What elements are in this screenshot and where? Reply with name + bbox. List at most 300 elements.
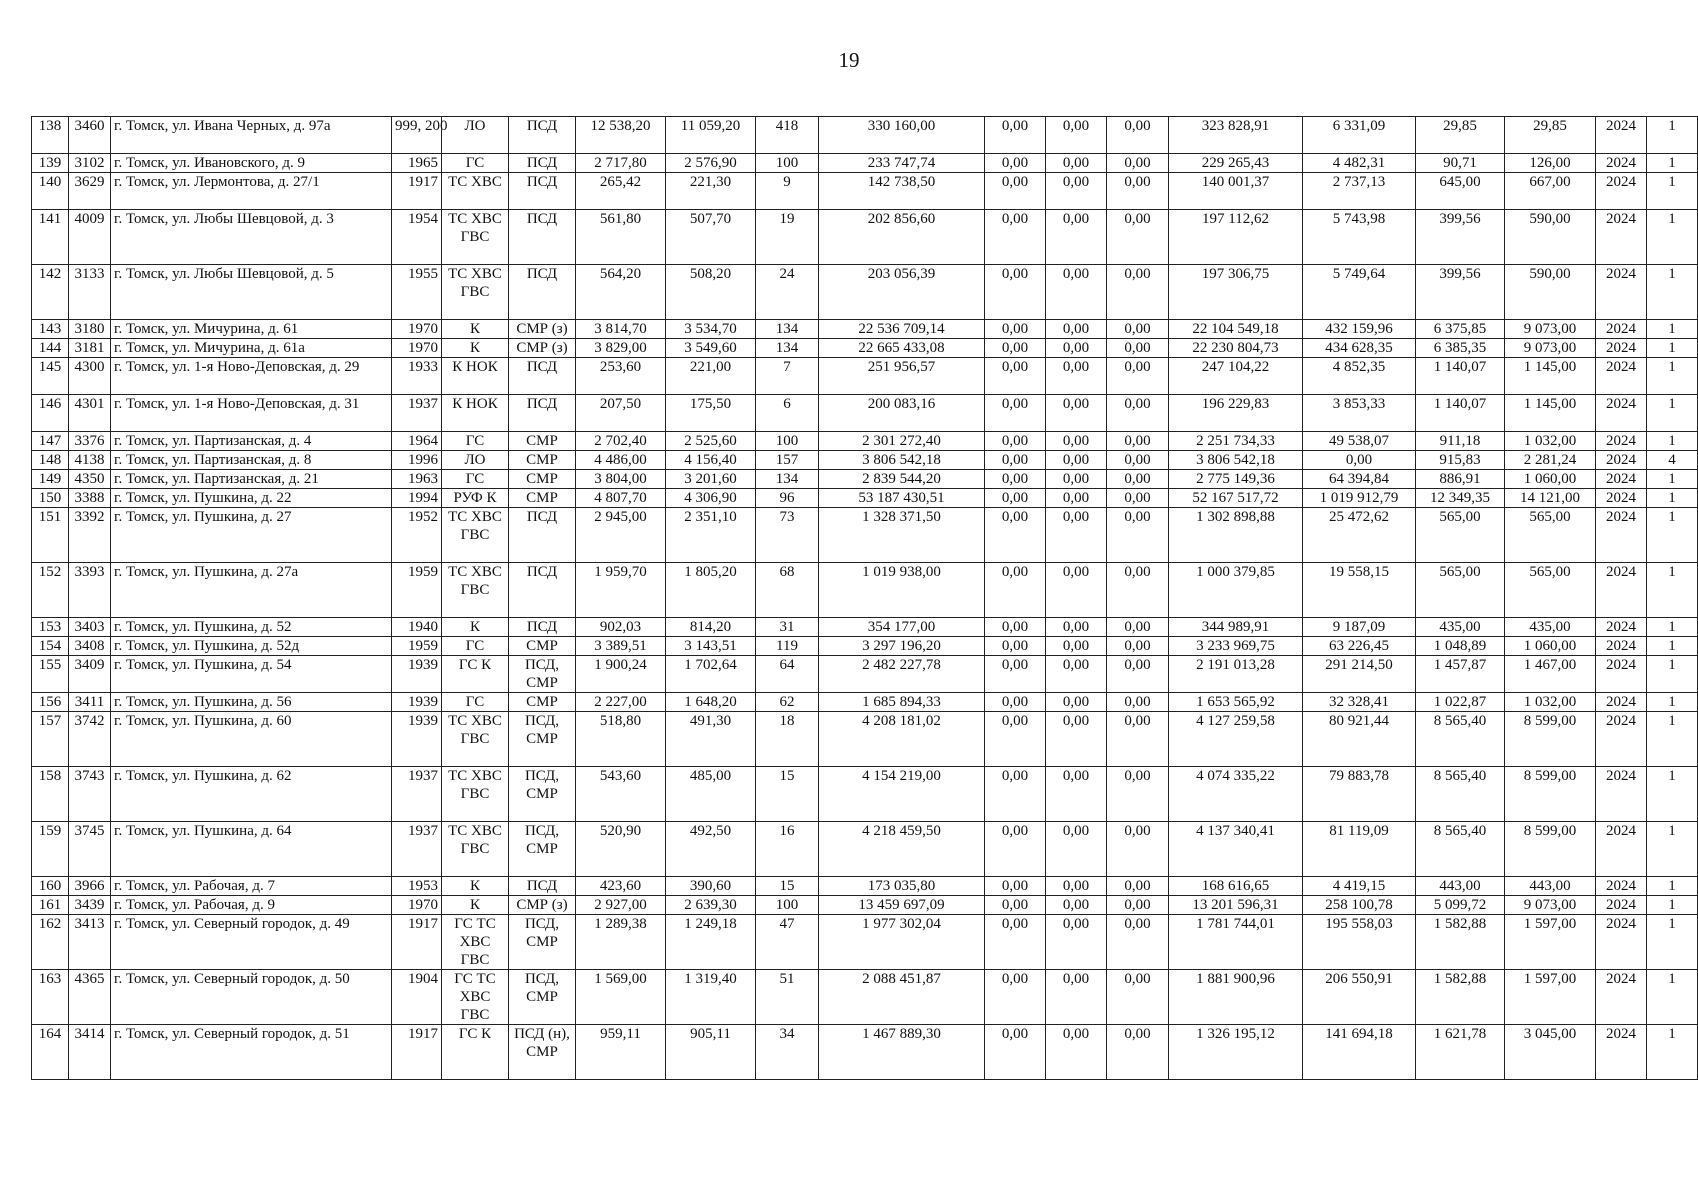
work-type-cell: ПСД [509, 508, 576, 563]
house-id-cell: 3745 [69, 822, 111, 877]
total-area-cell: 518,80 [576, 712, 666, 767]
work-type-cell: ПСД, СМР [509, 656, 576, 693]
funds-municipal-cell: 0,00 [1107, 563, 1169, 618]
work-code-cell: 1 [1647, 767, 1698, 822]
living-area-cell: 221,00 [666, 358, 756, 395]
funds-municipal-cell: 0,00 [1107, 117, 1169, 154]
total-cost-cell: 1 019 938,00 [819, 563, 985, 618]
funds-other-cell: 4 482,31 [1303, 154, 1416, 173]
work-type-cell: ПСД [509, 395, 576, 432]
systems-cell: К [442, 320, 509, 339]
residents-cell: 119 [756, 637, 819, 656]
funds-municipal-cell: 0,00 [1107, 822, 1169, 877]
work-code-cell: 1 [1647, 693, 1698, 712]
house-id-cell: 3180 [69, 320, 111, 339]
address-cell: г. Томск, ул. Пушкина, д. 22 [111, 489, 392, 508]
funds-other-cell: 32 328,41 [1303, 693, 1416, 712]
address-cell: г. Томск, ул. Северный городок, д. 51 [111, 1025, 392, 1080]
house-id-cell: 4350 [69, 470, 111, 489]
funds-regional-cell: 0,00 [1046, 154, 1107, 173]
funds-other-cell: 64 394,84 [1303, 470, 1416, 489]
living-area-cell: 1 805,20 [666, 563, 756, 618]
total-cost-cell: 1 685 894,33 [819, 693, 985, 712]
living-area-cell: 1 702,64 [666, 656, 756, 693]
funds-federal-cell: 0,00 [985, 563, 1046, 618]
total-cost-cell: 2 301 272,40 [819, 432, 985, 451]
systems-cell: ГС ТС ХВС ГВС [442, 970, 509, 1025]
residents-cell: 31 [756, 618, 819, 637]
residents-cell: 62 [756, 693, 819, 712]
address-cell: г. Томск, ул. 1-я Ново-Деповская, д. 31 [111, 395, 392, 432]
max-specific-cost-cell: 565,00 [1505, 563, 1596, 618]
max-specific-cost-cell: 9 073,00 [1505, 896, 1596, 915]
max-specific-cost-cell: 9 073,00 [1505, 339, 1596, 358]
work-code-cell: 1 [1647, 712, 1698, 767]
systems-cell: ЛО [442, 451, 509, 470]
work-code-cell: 1 [1647, 896, 1698, 915]
specific-cost-cell: 8 565,40 [1416, 767, 1505, 822]
work-type-cell: СМР [509, 451, 576, 470]
row-number-cell: 157 [32, 712, 69, 767]
funds-municipal-cell: 0,00 [1107, 767, 1169, 822]
funds-regional-cell: 0,00 [1046, 451, 1107, 470]
row-number-cell: 144 [32, 339, 69, 358]
living-area-cell: 3 143,51 [666, 637, 756, 656]
funds-regional-cell: 0,00 [1046, 210, 1107, 265]
work-code-cell: 1 [1647, 563, 1698, 618]
total-area-cell: 2 702,40 [576, 432, 666, 451]
max-specific-cost-cell: 9 073,00 [1505, 320, 1596, 339]
funds-regional-cell: 0,00 [1046, 656, 1107, 693]
living-area-cell: 491,30 [666, 712, 756, 767]
specific-cost-cell: 29,85 [1416, 117, 1505, 154]
total-cost-cell: 202 856,60 [819, 210, 985, 265]
living-area-cell: 11 059,20 [666, 117, 756, 154]
plan-year-cell: 2024 [1596, 822, 1647, 877]
funds-other-cell: 2 737,13 [1303, 173, 1416, 210]
living-area-cell: 905,11 [666, 1025, 756, 1080]
funds-owners-cell: 1 302 898,88 [1169, 508, 1303, 563]
row-number-cell: 162 [32, 915, 69, 970]
row-number-cell: 146 [32, 395, 69, 432]
build-year-cell: 1917 [392, 915, 442, 970]
work-type-cell: ПСД [509, 117, 576, 154]
funds-municipal-cell: 0,00 [1107, 896, 1169, 915]
total-area-cell: 2 927,00 [576, 896, 666, 915]
living-area-cell: 3 549,60 [666, 339, 756, 358]
systems-cell: РУФ К [442, 489, 509, 508]
living-area-cell: 1 319,40 [666, 970, 756, 1025]
funds-regional-cell: 0,00 [1046, 358, 1107, 395]
total-area-cell: 207,50 [576, 395, 666, 432]
funds-owners-cell: 13 201 596,31 [1169, 896, 1303, 915]
build-year-cell: 1959 [392, 563, 442, 618]
build-year-cell: 1940 [392, 618, 442, 637]
living-area-cell: 1 648,20 [666, 693, 756, 712]
plan-year-cell: 2024 [1596, 656, 1647, 693]
systems-cell: ГС [442, 637, 509, 656]
work-code-cell: 1 [1647, 637, 1698, 656]
address-cell: г. Томск, ул. Партизанская, д. 4 [111, 432, 392, 451]
row-number-cell: 143 [32, 320, 69, 339]
row-number-cell: 139 [32, 154, 69, 173]
work-code-cell: 1 [1647, 915, 1698, 970]
address-cell: г. Томск, ул. Пушкина, д. 27а [111, 563, 392, 618]
total-cost-cell: 1 977 302,04 [819, 915, 985, 970]
funds-owners-cell: 247 104,22 [1169, 358, 1303, 395]
build-year-cell: 1952 [392, 508, 442, 563]
row-number-cell: 160 [32, 877, 69, 896]
row-number-cell: 158 [32, 767, 69, 822]
total-area-cell: 3 814,70 [576, 320, 666, 339]
row-number-cell: 138 [32, 117, 69, 154]
plan-year-cell: 2024 [1596, 618, 1647, 637]
residents-cell: 6 [756, 395, 819, 432]
table-row [32, 822, 1698, 877]
max-specific-cost-cell: 1 145,00 [1505, 358, 1596, 395]
funds-other-cell: 81 119,09 [1303, 822, 1416, 877]
table-row [32, 693, 1698, 712]
funds-federal-cell: 0,00 [985, 395, 1046, 432]
total-cost-cell: 200 083,16 [819, 395, 985, 432]
specific-cost-cell: 1 582,88 [1416, 970, 1505, 1025]
max-specific-cost-cell: 1 060,00 [1505, 470, 1596, 489]
plan-year-cell: 2024 [1596, 339, 1647, 358]
address-cell: г. Томск, ул. Рабочая, д. 9 [111, 896, 392, 915]
address-cell: г. Томск, ул. Пушкина, д. 52д [111, 637, 392, 656]
specific-cost-cell: 565,00 [1416, 563, 1505, 618]
residents-cell: 51 [756, 970, 819, 1025]
total-area-cell: 12 538,20 [576, 117, 666, 154]
funds-regional-cell: 0,00 [1046, 693, 1107, 712]
funds-other-cell: 1 019 912,79 [1303, 489, 1416, 508]
house-id-cell: 3388 [69, 489, 111, 508]
plan-year-cell: 2024 [1596, 508, 1647, 563]
work-type-cell: СМР [509, 693, 576, 712]
funds-other-cell: 49 538,07 [1303, 432, 1416, 451]
register-table [31, 116, 1698, 1080]
systems-cell: К НОК [442, 358, 509, 395]
table-row [32, 508, 1698, 563]
funds-owners-cell: 196 229,83 [1169, 395, 1303, 432]
funds-other-cell: 9 187,09 [1303, 618, 1416, 637]
plan-year-cell: 2024 [1596, 265, 1647, 320]
table-row [32, 395, 1698, 432]
work-code-cell: 1 [1647, 822, 1698, 877]
build-year-cell: 1996 [392, 451, 442, 470]
row-number-cell: 163 [32, 970, 69, 1025]
row-number-cell: 147 [32, 432, 69, 451]
residents-cell: 18 [756, 712, 819, 767]
total-cost-cell: 354 177,00 [819, 618, 985, 637]
residents-cell: 19 [756, 210, 819, 265]
total-area-cell: 561,80 [576, 210, 666, 265]
max-specific-cost-cell: 590,00 [1505, 265, 1596, 320]
table-row [32, 656, 1698, 693]
funds-owners-cell: 3 806 542,18 [1169, 451, 1303, 470]
house-id-cell: 4301 [69, 395, 111, 432]
total-area-cell: 1 289,38 [576, 915, 666, 970]
funds-other-cell: 19 558,15 [1303, 563, 1416, 618]
work-type-cell: СМР (з) [509, 339, 576, 358]
house-id-cell: 3742 [69, 712, 111, 767]
total-area-cell: 4 486,00 [576, 451, 666, 470]
total-area-cell: 3 804,00 [576, 470, 666, 489]
funds-federal-cell: 0,00 [985, 767, 1046, 822]
table-row [32, 339, 1698, 358]
funds-federal-cell: 0,00 [985, 117, 1046, 154]
funds-other-cell: 4 852,35 [1303, 358, 1416, 395]
systems-cell: ТС ХВС ГВС [442, 563, 509, 618]
build-year-cell: 1939 [392, 693, 442, 712]
work-type-cell: ПСД (н), СМР [509, 1025, 576, 1080]
house-id-cell: 4365 [69, 970, 111, 1025]
funds-owners-cell: 22 230 804,73 [1169, 339, 1303, 358]
funds-owners-cell: 1 000 379,85 [1169, 563, 1303, 618]
house-id-cell: 3393 [69, 563, 111, 618]
work-code-cell: 1 [1647, 470, 1698, 489]
total-cost-cell: 2 088 451,87 [819, 970, 985, 1025]
build-year-cell: 1937 [392, 822, 442, 877]
table-row [32, 489, 1698, 508]
row-number-cell: 142 [32, 265, 69, 320]
living-area-cell: 3 534,70 [666, 320, 756, 339]
total-area-cell: 423,60 [576, 877, 666, 896]
work-type-cell: СМР [509, 489, 576, 508]
plan-year-cell: 2024 [1596, 154, 1647, 173]
total-cost-cell: 142 738,50 [819, 173, 985, 210]
funds-federal-cell: 0,00 [985, 1025, 1046, 1080]
specific-cost-cell: 1 621,78 [1416, 1025, 1505, 1080]
funds-federal-cell: 0,00 [985, 637, 1046, 656]
funds-municipal-cell: 0,00 [1107, 489, 1169, 508]
funds-owners-cell: 1 326 195,12 [1169, 1025, 1303, 1080]
plan-year-cell: 2024 [1596, 915, 1647, 970]
house-id-cell: 4138 [69, 451, 111, 470]
funds-owners-cell: 3 233 969,75 [1169, 637, 1303, 656]
systems-cell: ГС [442, 432, 509, 451]
funds-owners-cell: 168 616,65 [1169, 877, 1303, 896]
address-cell: г. Томск, ул. Ивановского, д. 9 [111, 154, 392, 173]
total-cost-cell: 330 160,00 [819, 117, 985, 154]
funds-municipal-cell: 0,00 [1107, 693, 1169, 712]
funds-other-cell: 6 331,09 [1303, 117, 1416, 154]
total-area-cell: 4 807,70 [576, 489, 666, 508]
row-number-cell: 140 [32, 173, 69, 210]
systems-cell: ТС ХВС ГВС [442, 265, 509, 320]
build-year-cell: 1970 [392, 339, 442, 358]
funds-owners-cell: 22 104 549,18 [1169, 320, 1303, 339]
build-year-cell: 1970 [392, 320, 442, 339]
work-type-cell: ПСД [509, 877, 576, 896]
funds-municipal-cell: 0,00 [1107, 432, 1169, 451]
funds-municipal-cell: 0,00 [1107, 210, 1169, 265]
row-number-cell: 153 [32, 618, 69, 637]
work-type-cell: ПСД, СМР [509, 712, 576, 767]
house-id-cell: 4300 [69, 358, 111, 395]
max-specific-cost-cell: 29,85 [1505, 117, 1596, 154]
total-area-cell: 2 945,00 [576, 508, 666, 563]
table-row [32, 173, 1698, 210]
work-type-cell: ПСД, СМР [509, 915, 576, 970]
funds-regional-cell: 0,00 [1046, 637, 1107, 656]
residents-cell: 418 [756, 117, 819, 154]
funds-owners-cell: 4 137 340,41 [1169, 822, 1303, 877]
systems-cell: ГС [442, 154, 509, 173]
systems-cell: ТС ХВС [442, 173, 509, 210]
funds-federal-cell: 0,00 [985, 618, 1046, 637]
funds-other-cell: 5 749,64 [1303, 265, 1416, 320]
funds-regional-cell: 0,00 [1046, 970, 1107, 1025]
table-row [32, 432, 1698, 451]
total-area-cell: 3 389,51 [576, 637, 666, 656]
funds-federal-cell: 0,00 [985, 470, 1046, 489]
work-type-cell: ПСД, СМР [509, 970, 576, 1025]
funds-owners-cell: 2 251 734,33 [1169, 432, 1303, 451]
funds-regional-cell: 0,00 [1046, 618, 1107, 637]
build-year-cell: 1964 [392, 432, 442, 451]
funds-regional-cell: 0,00 [1046, 470, 1107, 489]
house-id-cell: 3376 [69, 432, 111, 451]
funds-regional-cell: 0,00 [1046, 1025, 1107, 1080]
work-code-cell: 1 [1647, 1025, 1698, 1080]
max-specific-cost-cell: 443,00 [1505, 877, 1596, 896]
funds-other-cell: 434 628,35 [1303, 339, 1416, 358]
build-year-cell: 1904 [392, 970, 442, 1025]
funds-owners-cell: 1 881 900,96 [1169, 970, 1303, 1025]
max-specific-cost-cell: 8 599,00 [1505, 767, 1596, 822]
specific-cost-cell: 1 582,88 [1416, 915, 1505, 970]
funds-regional-cell: 0,00 [1046, 712, 1107, 767]
house-id-cell: 3408 [69, 637, 111, 656]
address-cell: г. Томск, ул. Пушкина, д. 64 [111, 822, 392, 877]
funds-other-cell: 63 226,45 [1303, 637, 1416, 656]
work-type-cell: СМР [509, 432, 576, 451]
funds-federal-cell: 0,00 [985, 693, 1046, 712]
max-specific-cost-cell: 435,00 [1505, 618, 1596, 637]
max-specific-cost-cell: 8 599,00 [1505, 712, 1596, 767]
plan-year-cell: 2024 [1596, 896, 1647, 915]
funds-owners-cell: 2 191 013,28 [1169, 656, 1303, 693]
specific-cost-cell: 8 565,40 [1416, 822, 1505, 877]
total-cost-cell: 1 328 371,50 [819, 508, 985, 563]
funds-municipal-cell: 0,00 [1107, 618, 1169, 637]
funds-other-cell: 25 472,62 [1303, 508, 1416, 563]
residents-cell: 134 [756, 339, 819, 358]
systems-cell: К [442, 877, 509, 896]
work-type-cell: СМР [509, 637, 576, 656]
plan-year-cell: 2024 [1596, 210, 1647, 265]
funds-federal-cell: 0,00 [985, 265, 1046, 320]
funds-regional-cell: 0,00 [1046, 822, 1107, 877]
specific-cost-cell: 435,00 [1416, 618, 1505, 637]
address-cell: г. Томск, ул. Мичурина, д. 61а [111, 339, 392, 358]
specific-cost-cell: 915,83 [1416, 451, 1505, 470]
specific-cost-cell: 1 140,07 [1416, 395, 1505, 432]
funds-other-cell: 80 921,44 [1303, 712, 1416, 767]
max-specific-cost-cell: 1 597,00 [1505, 970, 1596, 1025]
funds-federal-cell: 0,00 [985, 173, 1046, 210]
residents-cell: 68 [756, 563, 819, 618]
house-id-cell: 3629 [69, 173, 111, 210]
funds-federal-cell: 0,00 [985, 915, 1046, 970]
plan-year-cell: 2024 [1596, 451, 1647, 470]
work-type-cell: ПСД [509, 358, 576, 395]
funds-regional-cell: 0,00 [1046, 767, 1107, 822]
funds-municipal-cell: 0,00 [1107, 173, 1169, 210]
living-area-cell: 2 576,90 [666, 154, 756, 173]
funds-municipal-cell: 0,00 [1107, 915, 1169, 970]
work-code-cell: 1 [1647, 877, 1698, 896]
funds-other-cell: 291 214,50 [1303, 656, 1416, 693]
residents-cell: 96 [756, 489, 819, 508]
work-code-cell: 1 [1647, 320, 1698, 339]
table-row [32, 265, 1698, 320]
funds-other-cell: 3 853,33 [1303, 395, 1416, 432]
residents-cell: 24 [756, 265, 819, 320]
table-row [32, 154, 1698, 173]
max-specific-cost-cell: 1 145,00 [1505, 395, 1596, 432]
funds-municipal-cell: 0,00 [1107, 1025, 1169, 1080]
specific-cost-cell: 6 375,85 [1416, 320, 1505, 339]
address-cell: г. Томск, ул. Пушкина, д. 52 [111, 618, 392, 637]
total-cost-cell: 251 956,57 [819, 358, 985, 395]
funds-owners-cell: 197 306,75 [1169, 265, 1303, 320]
total-cost-cell: 233 747,74 [819, 154, 985, 173]
house-id-cell: 3403 [69, 618, 111, 637]
systems-cell: ТС ХВС ГВС [442, 210, 509, 265]
plan-year-cell: 2024 [1596, 320, 1647, 339]
build-year-cell: 999, 200 [392, 117, 442, 154]
funds-regional-cell: 0,00 [1046, 320, 1107, 339]
total-cost-cell: 22 536 709,14 [819, 320, 985, 339]
max-specific-cost-cell: 1 467,00 [1505, 656, 1596, 693]
address-cell: г. Томск, ул. Северный городок, д. 49 [111, 915, 392, 970]
max-specific-cost-cell: 590,00 [1505, 210, 1596, 265]
systems-cell: ГС К [442, 656, 509, 693]
work-code-cell: 1 [1647, 154, 1698, 173]
work-code-cell: 1 [1647, 117, 1698, 154]
funds-municipal-cell: 0,00 [1107, 154, 1169, 173]
plan-year-cell: 2024 [1596, 1025, 1647, 1080]
plan-year-cell: 2024 [1596, 767, 1647, 822]
work-code-cell: 1 [1647, 432, 1698, 451]
house-id-cell: 3392 [69, 508, 111, 563]
systems-cell: ТС ХВС ГВС [442, 508, 509, 563]
build-year-cell: 1970 [392, 896, 442, 915]
funds-federal-cell: 0,00 [985, 432, 1046, 451]
residents-cell: 64 [756, 656, 819, 693]
total-area-cell: 3 829,00 [576, 339, 666, 358]
funds-owners-cell: 52 167 517,72 [1169, 489, 1303, 508]
funds-other-cell: 5 743,98 [1303, 210, 1416, 265]
specific-cost-cell: 911,18 [1416, 432, 1505, 451]
living-area-cell: 2 639,30 [666, 896, 756, 915]
work-code-cell: 1 [1647, 970, 1698, 1025]
row-number-cell: 150 [32, 489, 69, 508]
total-cost-cell: 2 482 227,78 [819, 656, 985, 693]
living-area-cell: 814,20 [666, 618, 756, 637]
row-number-cell: 159 [32, 822, 69, 877]
funds-regional-cell: 0,00 [1046, 395, 1107, 432]
residents-cell: 9 [756, 173, 819, 210]
funds-owners-cell: 140 001,37 [1169, 173, 1303, 210]
funds-owners-cell: 4 074 335,22 [1169, 767, 1303, 822]
table-row [32, 877, 1698, 896]
funds-municipal-cell: 0,00 [1107, 508, 1169, 563]
build-year-cell: 1954 [392, 210, 442, 265]
work-type-cell: ПСД [509, 265, 576, 320]
